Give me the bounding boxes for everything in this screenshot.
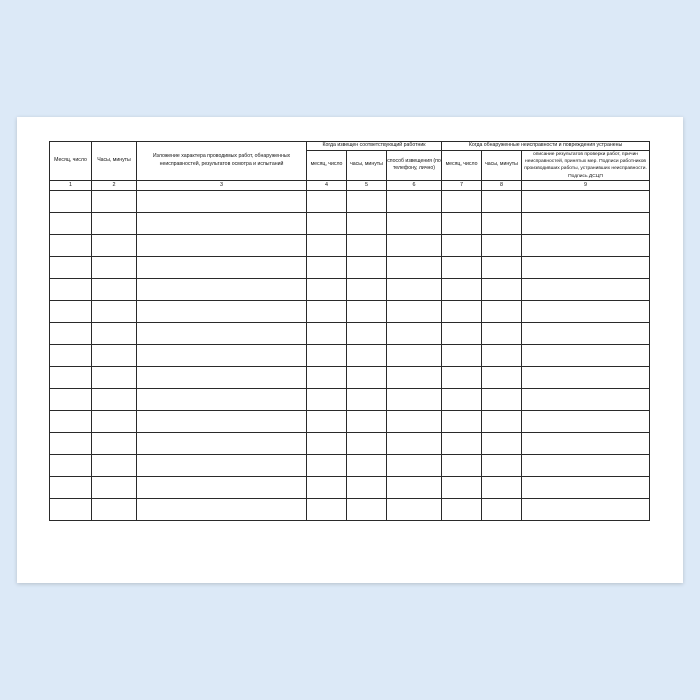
table-cell[interactable] (442, 366, 482, 388)
table-cell[interactable] (50, 322, 92, 344)
table-cell[interactable] (347, 344, 387, 366)
table-cell[interactable] (522, 432, 650, 454)
table-cell[interactable] (442, 432, 482, 454)
table-cell[interactable] (387, 432, 442, 454)
table-cell[interactable] (442, 234, 482, 256)
table-cell[interactable] (522, 454, 650, 476)
table-cell[interactable] (387, 322, 442, 344)
table-row[interactable] (50, 432, 650, 454)
table-cell[interactable] (347, 410, 387, 432)
table-cell[interactable] (137, 190, 307, 212)
table-cell[interactable] (347, 278, 387, 300)
table-cell[interactable] (522, 322, 650, 344)
table-cell[interactable] (347, 256, 387, 278)
table-cell[interactable] (522, 234, 650, 256)
table-cell[interactable] (442, 300, 482, 322)
table-row[interactable] (50, 212, 650, 234)
table-cell[interactable] (50, 476, 92, 498)
table-cell[interactable] (137, 498, 307, 520)
table-cell[interactable] (307, 190, 347, 212)
table-cell[interactable] (482, 410, 522, 432)
table-cell[interactable] (137, 344, 307, 366)
table-cell[interactable] (387, 344, 442, 366)
table-cell[interactable] (92, 388, 137, 410)
table-cell[interactable] (307, 498, 347, 520)
col-number-5: 5 (347, 180, 387, 190)
table-cell[interactable] (92, 366, 137, 388)
col-number-7: 7 (442, 180, 482, 190)
table-cell[interactable] (92, 498, 137, 520)
table-cell[interactable] (307, 234, 347, 256)
col-number-1: 1 (50, 180, 92, 190)
table-group-header-row (50, 142, 650, 151)
table-cell[interactable] (442, 322, 482, 344)
col-header-notification-method: способ извещения (по телефону, лично) (387, 150, 442, 180)
table-cell[interactable] (482, 278, 522, 300)
table-cell[interactable] (522, 410, 650, 432)
table-row[interactable] (50, 476, 650, 498)
table-cell[interactable] (137, 388, 307, 410)
table-body (50, 190, 650, 520)
table-cell[interactable] (482, 454, 522, 476)
table-cell[interactable] (387, 278, 442, 300)
table-cell[interactable] (482, 190, 522, 212)
table-cell[interactable] (522, 256, 650, 278)
table-cell[interactable] (442, 476, 482, 498)
table-cell[interactable] (347, 366, 387, 388)
table-cell[interactable] (387, 256, 442, 278)
table-row[interactable] (50, 256, 650, 278)
table-cell[interactable] (92, 454, 137, 476)
col-header-month-day-3: месяц, число (442, 150, 482, 180)
table-cell[interactable] (92, 190, 137, 212)
table-cell[interactable] (50, 498, 92, 520)
table-cell[interactable] (307, 454, 347, 476)
table-cell[interactable] (482, 432, 522, 454)
table-cell[interactable] (347, 432, 387, 454)
table-cell[interactable] (50, 366, 92, 388)
table-cell[interactable] (522, 476, 650, 498)
table-cell[interactable] (482, 476, 522, 498)
table-cell[interactable] (137, 410, 307, 432)
col-header-month-day-2: месяц, число (307, 150, 347, 180)
table-cell[interactable] (522, 344, 650, 366)
table-cell[interactable] (92, 234, 137, 256)
table-cell[interactable] (387, 498, 442, 520)
table-cell[interactable] (307, 300, 347, 322)
table-row[interactable] (50, 498, 650, 520)
table-cell[interactable] (347, 388, 387, 410)
table-cell[interactable] (92, 300, 137, 322)
table-row[interactable] (50, 454, 650, 476)
table-cell[interactable] (347, 476, 387, 498)
table-cell[interactable] (387, 190, 442, 212)
table-cell[interactable] (522, 190, 650, 212)
table-row[interactable] (50, 278, 650, 300)
table-cell[interactable] (307, 410, 347, 432)
table-cell[interactable] (387, 388, 442, 410)
table-column-number-row (50, 180, 650, 190)
table-cell[interactable] (387, 212, 442, 234)
table-cell[interactable] (137, 256, 307, 278)
table-cell[interactable] (442, 256, 482, 278)
table-cell[interactable] (482, 256, 522, 278)
group-header-faults-fixed: Когда обнаруженные неисправности и повреждения устранены (442, 142, 650, 151)
col-header-hours-minutes-3: часы, минуты (482, 150, 522, 180)
col-number-6: 6 (387, 180, 442, 190)
table-cell[interactable] (482, 234, 522, 256)
table-cell[interactable] (50, 344, 92, 366)
table-cell[interactable] (137, 300, 307, 322)
table-cell[interactable] (522, 212, 650, 234)
table-cell[interactable] (137, 476, 307, 498)
table-cell[interactable] (482, 212, 522, 234)
col-number-8: 8 (482, 180, 522, 190)
table-cell[interactable] (482, 322, 522, 344)
table-cell[interactable] (137, 278, 307, 300)
table-cell[interactable] (92, 256, 137, 278)
table-cell[interactable] (50, 432, 92, 454)
table-cell[interactable] (522, 498, 650, 520)
table-row[interactable] (50, 190, 650, 212)
table-cell[interactable] (347, 322, 387, 344)
col-number-4: 4 (307, 180, 347, 190)
table-cell[interactable] (137, 322, 307, 344)
table-cell[interactable] (522, 366, 650, 388)
table-cell[interactable] (92, 476, 137, 498)
table-cell[interactable] (307, 278, 347, 300)
table-cell[interactable] (387, 454, 442, 476)
table-cell[interactable] (482, 388, 522, 410)
table-cell[interactable] (482, 344, 522, 366)
table-cell[interactable] (387, 300, 442, 322)
col-header-hours-minutes-2: часы, минуты (347, 150, 387, 180)
table-row[interactable] (50, 344, 650, 366)
table-cell[interactable] (442, 410, 482, 432)
table-cell[interactable] (50, 388, 92, 410)
table-cell[interactable] (137, 454, 307, 476)
table-row[interactable] (50, 234, 650, 256)
table-cell[interactable] (387, 476, 442, 498)
table-cell[interactable] (307, 366, 347, 388)
table-cell[interactable] (442, 278, 482, 300)
table-cell[interactable] (137, 366, 307, 388)
table-cell[interactable] (442, 190, 482, 212)
table-cell[interactable] (482, 366, 522, 388)
table-cell[interactable] (137, 212, 307, 234)
col-number-2: 2 (92, 180, 137, 190)
group-header-notified-worker: Когда извещен соответствующий работник (307, 142, 442, 151)
table-row[interactable] (50, 300, 650, 322)
table-cell[interactable] (387, 234, 442, 256)
table-cell[interactable] (387, 410, 442, 432)
table-cell[interactable] (347, 234, 387, 256)
table-cell[interactable] (347, 498, 387, 520)
table-cell[interactable] (92, 278, 137, 300)
table-cell[interactable] (92, 410, 137, 432)
table-cell[interactable] (482, 300, 522, 322)
table-cell[interactable] (307, 256, 347, 278)
col-header-results-description: описание результатов проверки работ, причин неисправностей, принятых мер. Подписи работников производивших работы, устранивших неисправности. Подпись ДСЦП (522, 150, 650, 180)
table-cell[interactable] (92, 344, 137, 366)
table-cell[interactable] (307, 344, 347, 366)
table-cell[interactable] (50, 410, 92, 432)
table-cell[interactable] (137, 234, 307, 256)
table-cell[interactable] (92, 322, 137, 344)
table-cell[interactable] (387, 366, 442, 388)
table-cell[interactable] (50, 190, 92, 212)
table-cell[interactable] (442, 344, 482, 366)
col-header-description-works: Изложение характера проводимых работ, обнаруженных неисправностей, результатов осмотра и испытаний (137, 142, 307, 181)
table-cell[interactable] (522, 278, 650, 300)
table-row[interactable] (50, 410, 650, 432)
table-cell[interactable] (50, 212, 92, 234)
table-cell[interactable] (522, 300, 650, 322)
table-cell[interactable] (50, 454, 92, 476)
table-cell[interactable] (307, 322, 347, 344)
table-cell[interactable] (50, 256, 92, 278)
col-header-hours-minutes-1: Часы, минуты (92, 142, 137, 181)
table-cell[interactable] (347, 190, 387, 212)
table-cell[interactable] (307, 212, 347, 234)
table-cell[interactable] (92, 212, 137, 234)
table-cell[interactable] (442, 454, 482, 476)
table-cell[interactable] (347, 212, 387, 234)
table-cell[interactable] (50, 278, 92, 300)
table-cell[interactable] (522, 388, 650, 410)
table-cell[interactable] (442, 388, 482, 410)
table-row[interactable] (50, 366, 650, 388)
table-cell[interactable] (50, 300, 92, 322)
table-cell[interactable] (307, 432, 347, 454)
table-cell[interactable] (307, 476, 347, 498)
col-number-9: 9 (522, 180, 650, 190)
journal-sheet (49, 141, 649, 559)
table-cell[interactable] (442, 498, 482, 520)
table-cell[interactable] (442, 212, 482, 234)
table-cell[interactable] (347, 454, 387, 476)
table-cell[interactable] (307, 388, 347, 410)
table-cell[interactable] (137, 432, 307, 454)
table-row[interactable] (50, 322, 650, 344)
col-header-month-day-1: Месяц, число (50, 142, 92, 181)
col-number-3: 3 (137, 180, 307, 190)
table-cell[interactable] (92, 432, 137, 454)
table-row[interactable] (50, 388, 650, 410)
document-page (17, 117, 683, 583)
journal-table (49, 141, 650, 521)
table-cell[interactable] (347, 300, 387, 322)
table-cell[interactable] (50, 234, 92, 256)
table-cell[interactable] (482, 498, 522, 520)
